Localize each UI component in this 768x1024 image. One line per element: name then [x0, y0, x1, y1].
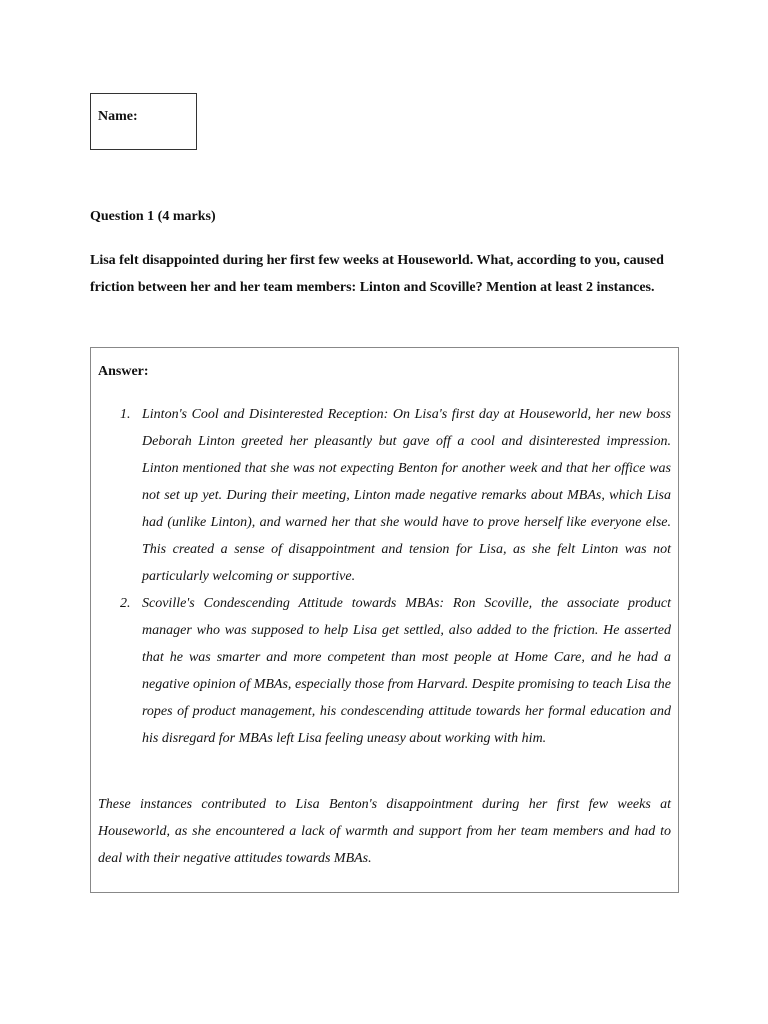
answer-item-text: Linton's Cool and Disinterested Reception: On Lisa's first day at Houseworld, her new boss Deborah Linton greeted her pleasantly but gave off a cool and disinterested impression. Linton mentioned that she was not expecting Benton for another week and that her office was not set up yet. During their meeting, Linton made negative remarks about MBAs, which Lisa had (unlike Linton), and warned her that she would have to prove herself like everyone else. This created a sense of disappointment and tension for Lisa, as she felt Linton was not particularly welcoming or supportive.: [142, 407, 671, 584]
answer-conclusion: These instances contributed to Lisa Benton's disappointment during her first few weeks at Houseworld, as she encountered a lack of warmth and support from her team members and had to deal with their negative attitudes towards MBAs.: [98, 797, 671, 866]
answer-item-scoville: [98, 590, 671, 752]
item-number: 1.: [120, 407, 131, 422]
question-text: Lisa felt disappointed during her first few weeks at Houseworld. What, according to you, caused friction between her and her team members: Linton and Scoville? Mention at least 2 instances.: [90, 253, 664, 295]
question-title: Question 1 (4 marks): [90, 209, 216, 224]
name-label: Name:: [98, 109, 138, 124]
answer-item-linton: [98, 401, 671, 590]
item-number: 2.: [120, 596, 131, 611]
answer-list: [98, 401, 671, 752]
answer-item-text: Scoville's Condescending Attitude towards MBAs: Ron Scoville, the associate product manager who was supposed to help Lisa get settled, also added to the friction. He asserted that he was smarter and more competent than most people at Home Care, and he had a negative opinion of MBAs, especially those from Harvard. Despite promising to teach Lisa the ropes of product management, his condescending attitude towards her formal education and his disregard for MBAs left Lisa feeling uneasy about working with him.: [142, 596, 671, 746]
answer-label: Answer:: [98, 364, 149, 379]
answer-box: [90, 347, 679, 893]
name-box: [90, 93, 197, 150]
